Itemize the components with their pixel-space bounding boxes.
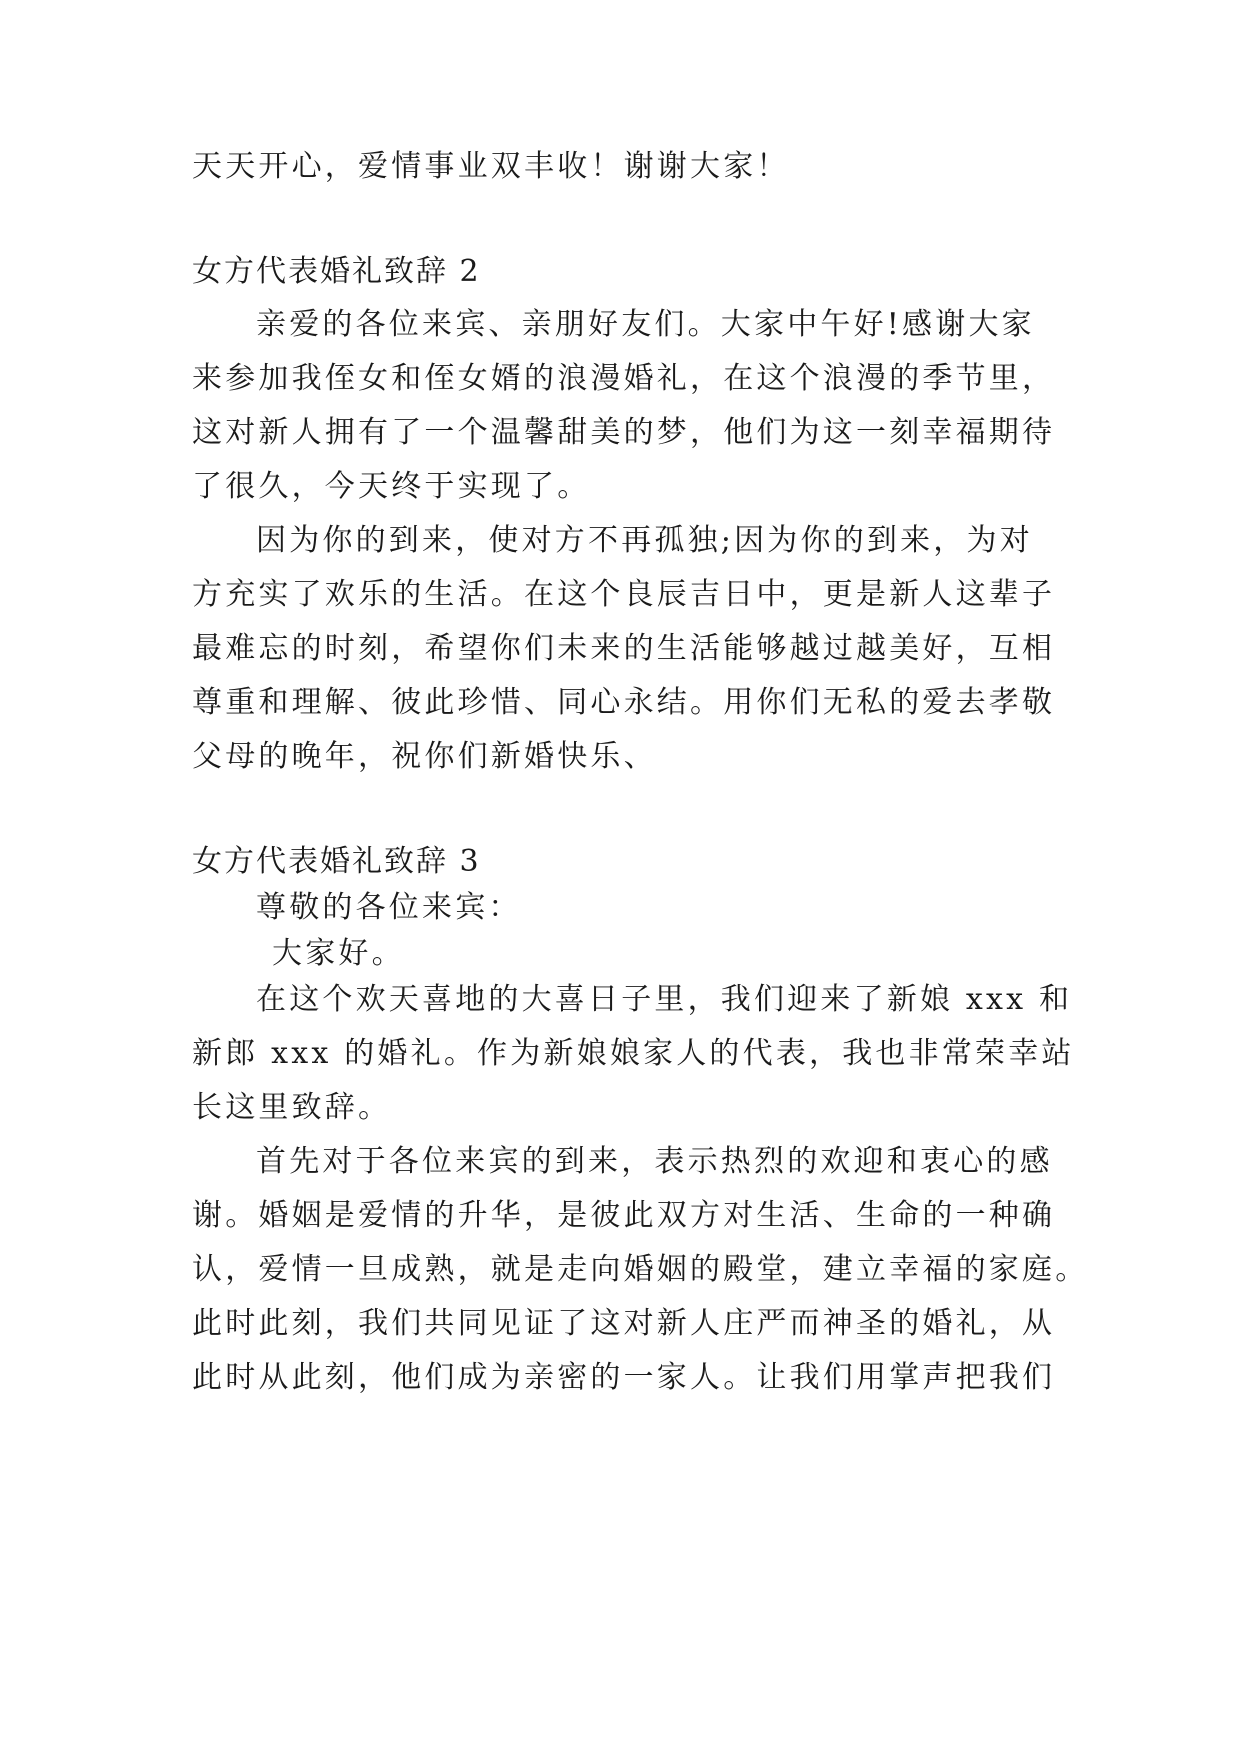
section-3-paragraph-1-line-2: 新郎 xxx 的婚礼。作为新娘娘家人的代表，我也非常荣幸站 <box>192 1036 1075 1071</box>
section-3-paragraph-2-line-4: 此时此刻，我们共同见证了这对新人庄严而神圣的婚礼，从 <box>192 1306 1056 1341</box>
section-2-paragraph-1-line-2: 来参加我侄女和侄女婿的浪漫婚礼，在这个浪漫的季节里， <box>192 361 1056 396</box>
section-2-paragraph-2-line-4: 尊重和理解、彼此珍惜、同心永结。用你们无私的爱去孝敬 <box>192 685 1056 720</box>
section-2-paragraph-2-line-3: 最难忘的时刻，希望你们未来的生活能够越过越美好，互相 <box>192 631 1056 666</box>
section-2-title: 女方代表婚礼致辞 2 <box>192 254 481 289</box>
section-3-paragraph-2-line-3: 认，爱情一旦成熟，就是走向婚姻的殿堂，建立幸福的家庭。 <box>192 1252 1089 1287</box>
section-3-paragraph-2-line-2: 谢。婚姻是爱情的升华，是彼此双方对生活、生命的一种确 <box>192 1198 1056 1233</box>
section-3-title: 女方代表婚礼致辞 3 <box>192 844 481 879</box>
section-2-paragraph-2-line-1: 因为你的到来，使对方不再孤独;因为你的到来，为对 <box>256 523 1033 558</box>
section-2-paragraph-1-line-4: 了很久，今天终于实现了。 <box>192 469 591 504</box>
section-3-paragraph-1-line-1: 在这个欢天喜地的大喜日子里，我们迎来了新娘 xxx 和 <box>256 982 1073 1017</box>
section-3-paragraph-1-line-3: 长这里致辞。 <box>192 1090 392 1125</box>
section-3-salutation: 尊敬的各位来宾： <box>256 890 522 925</box>
section-3-paragraph-2-line-5: 此时从此刻，他们成为亲密的一家人。让我们用掌声把我们 <box>192 1360 1056 1395</box>
section-2-paragraph-2-line-2: 方充实了欢乐的生活。在这个良辰吉日中，更是新人这辈子 <box>192 577 1056 612</box>
closing-line: 天天开心，爱情事业双丰收！谢谢大家！ <box>192 149 790 184</box>
section-2-paragraph-2-line-5: 父母的晚年，祝你们新婚快乐、 <box>192 739 657 774</box>
section-2-paragraph-1-line-1: 亲爱的各位来宾、亲朋好友们。大家中午好!感谢大家 <box>256 307 1035 342</box>
section-2-paragraph-1-line-3: 这对新人拥有了一个温馨甜美的梦，他们为这一刻幸福期待 <box>192 415 1056 450</box>
section-3-greeting: 大家好。 <box>272 936 405 971</box>
section-3-paragraph-2-line-1: 首先对于各位来宾的到来，表示热烈的欢迎和衷心的感 <box>256 1144 1053 1179</box>
